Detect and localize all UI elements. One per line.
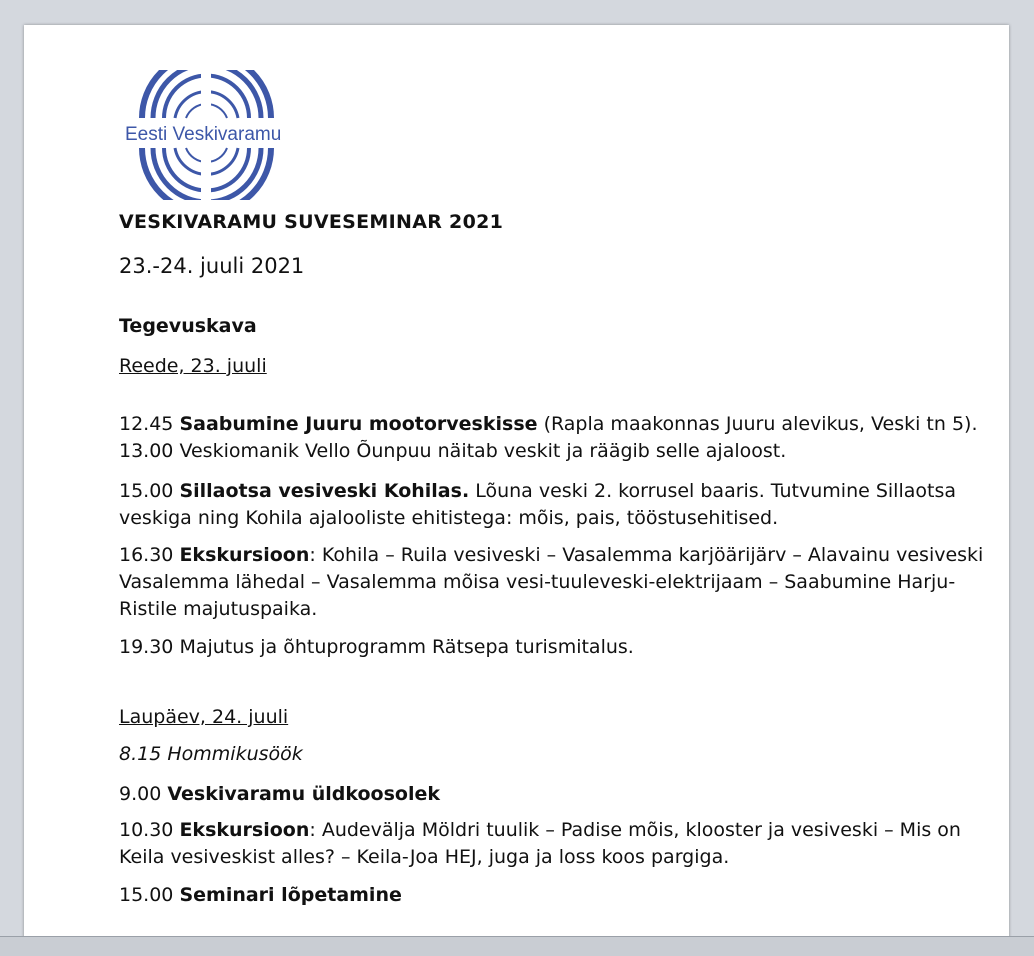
item-time: 16.30 — [119, 544, 174, 566]
logo-text: Eesti Veskivaramu — [125, 124, 282, 145]
item-time: 10.30 — [119, 819, 174, 841]
item-text: Veskiomanik Vello Õunpuu näitab veskit ja räägib selle ajaloost. — [179, 440, 787, 462]
item-time: 19.30 — [119, 636, 174, 658]
schedule-item-1500-cont: veskiga ning Kohila ajalooliste ehitistega: mõis, pais, tööstusehitised. — [119, 507, 779, 529]
item-time: 15.00 — [119, 884, 174, 906]
item-time: 9.00 — [119, 783, 162, 805]
item-text: Hommikusöök — [167, 743, 303, 765]
day1-label: Reede, 23. juuli — [119, 355, 267, 377]
schedule-item-1245 — [119, 413, 978, 435]
schedule-item-1500 — [119, 480, 956, 502]
window-bottom-bar — [0, 936, 1034, 956]
schedule-item-1300 — [119, 440, 786, 462]
schedule-item-1930 — [119, 636, 634, 658]
item-time: 13.00 — [119, 440, 174, 462]
item-text: Majutus ja õhtuprogramm Rätsepa turismitalus. — [179, 636, 634, 658]
item-time: 8.15 — [119, 743, 162, 765]
item-text: Lõuna veski 2. korrusel baaris. Tutvumine Sillaotsa — [469, 480, 956, 502]
schedule-item-1030 — [119, 819, 961, 841]
item-title: Sillaotsa vesiveski Kohilas. — [179, 480, 470, 502]
document-heading: Tegevuskava — [119, 315, 257, 337]
schedule-item-1630-cont2: Ristile majutuspaika. — [119, 598, 318, 620]
item-title: Ekskursioon — [179, 819, 310, 841]
schedule-item-1630-cont: Vasalemma lähedal – Vasalemma mõisa vesi-tuuleveski-elektrijaam – Saabumine Harju- — [119, 571, 956, 593]
item-title: Veskivaramu üldkoosolek — [167, 783, 440, 805]
day2-label: Laupäev, 24. juuli — [119, 706, 289, 728]
schedule-item-815 — [119, 743, 303, 765]
schedule-item-900 — [119, 783, 440, 805]
schedule-item-1030-cont: Keila vesiveskist alles? – Keila-Joa HEJ, juga ja loss koos pargiga. — [119, 846, 730, 868]
document-dates: 23.-24. juuli 2021 — [119, 254, 305, 278]
item-time: 12.45 — [119, 413, 174, 435]
eesti-veskivaramu-logo — [123, 70, 293, 200]
schedule-item-1630 — [119, 544, 983, 566]
item-title: Ekskursioon — [179, 544, 310, 566]
item-text: : Audevälja Möldri tuulik – Padise mõis, klooster ja vesiveski – Mis on — [309, 819, 961, 841]
document-title: VESKIVARAMU SUVESEMINAR 2021 — [119, 211, 504, 233]
item-title: Seminari lõpetamine — [179, 884, 402, 906]
item-time: 15.00 — [119, 480, 174, 502]
item-text: (Rapla maakonnas Juuru alevikus, Veski tn 5). — [537, 413, 978, 435]
item-title: Saabumine Juuru mootorveskisse — [179, 413, 538, 435]
schedule-item-1500-day2 — [119, 884, 402, 906]
item-text: : Kohila – Ruila vesiveski – Vasalemma karjöärijärv – Alavainu vesiveski — [309, 544, 984, 566]
